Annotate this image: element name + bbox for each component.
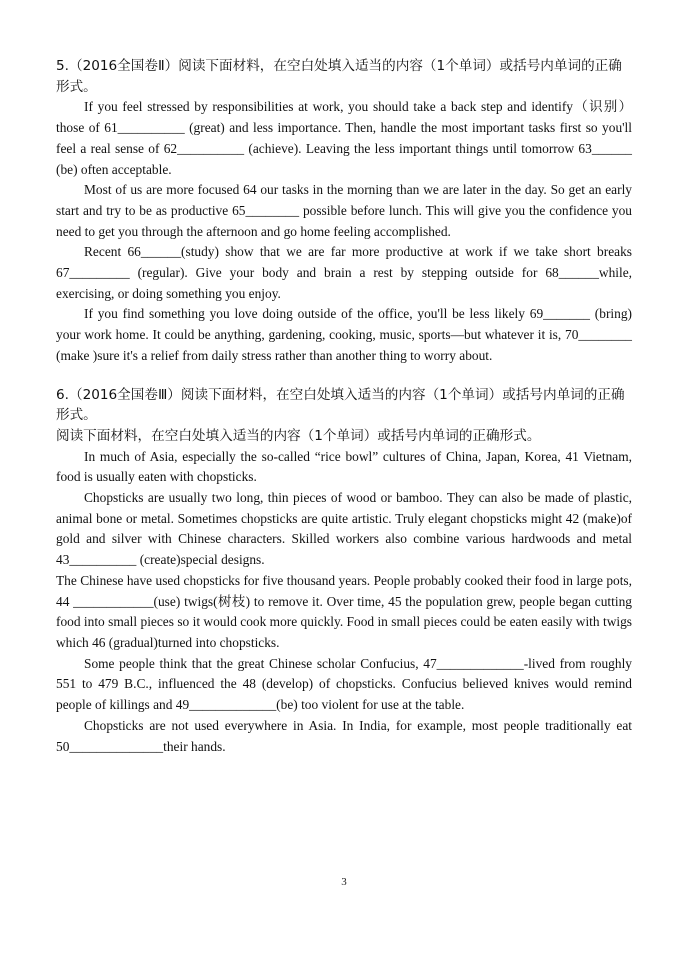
document-page	[56, 56, 632, 757]
section-spacer	[56, 367, 632, 385]
q5-paragraph-1: If you feel stressed by responsibilities at work, you should take a back step and identify（识别）those of 61__________ (great) and less importance. Then, handle the most important tasks first so you'll feel a real sense of 62__________ (achieve). Leaving the less important things until tomorrow 63______ (be) often acceptable.	[56, 99, 632, 177]
q6-paragraph-4: Some people think that the great Chinese scholar Confucius, 47_____________-lived from roughly 551 to 479 B.C., influenced the 48 (develop) of chopsticks. Confucius believed knives would remind people of killings and 49_____________(be) too violent for use at the table.	[56, 655, 632, 713]
q6-paragraph-1: In much of Asia, especially the so-called “rice bowl” cultures of China, Japan, Korea, 41 Vietnam, food is usually eaten with chopsticks.	[56, 448, 632, 485]
question-6-instruction: 阅读下面材料，在空白处填入适当的内容（1个单词）或括号内单词的正确形式。	[56, 427, 541, 444]
page-number: 3	[341, 876, 347, 888]
q5-paragraph-3: Recent 66______(study) show that we are far more productive at work if we take short breaks 67_________ (regular). Give your body and brain a rest by stepping outside for 68______while, exercising, or doing something you enjoy.	[56, 244, 632, 301]
question-6-heading: 6.（2016全国卷Ⅲ）阅读下面材料，在空白处填入适当的内容（1个单词）或括号内单词的正确形式。	[56, 386, 625, 424]
q6-paragraph-5: Chopsticks are not used everywhere in Asia. In India, for example, most people traditionally eat 50______________their hands.	[56, 717, 632, 754]
question-5-heading: 5.（2016全国卷Ⅱ）阅读下面材料，在空白处填入适当的内容（1个单词）或括号内单词的正确形式。	[56, 58, 622, 95]
q5-paragraph-4: If you find something you love doing outside of the office, you'll be less likely 69_______ (bring) your work home. It could be anything, gardening, cooking, music, sports—but whatever it is, 70________ (make )sure it's a relief from daily stress rather than another thing to worry about.	[56, 306, 632, 363]
q6-paragraph-2: Chopsticks are usually two long, thin pieces of wood or bamboo. They can also be made of plastic, animal bone or metal. Sometimes chopsticks are quite artistic. Truly elegant chopsticks might 42 (make)of gold and silver with Chinese characters. Skilled workers also combine various hardwoods and metal 43__________ (create)special designs.	[56, 490, 632, 568]
q6-paragraph-3: The Chinese have used chopsticks for five thousand years. People probably cooked their food in large pots, 44 ____________(use) twigs(树枝) to remove it. Over time, 45 the population grew, people began cutting food into small pieces so it would cook more quickly. Food in small pieces could be eaten easily with twigs which 46 (gradual)turned into chopsticks.	[56, 572, 632, 650]
q5-paragraph-2: Most of us are more focused 64 our tasks in the morning than we are later in the day. So get an early start and try to be as productive 65________ possible before lunch. This will give you the confidence you need to get you through the afternoon and go home feeling accomplished.	[56, 182, 632, 239]
